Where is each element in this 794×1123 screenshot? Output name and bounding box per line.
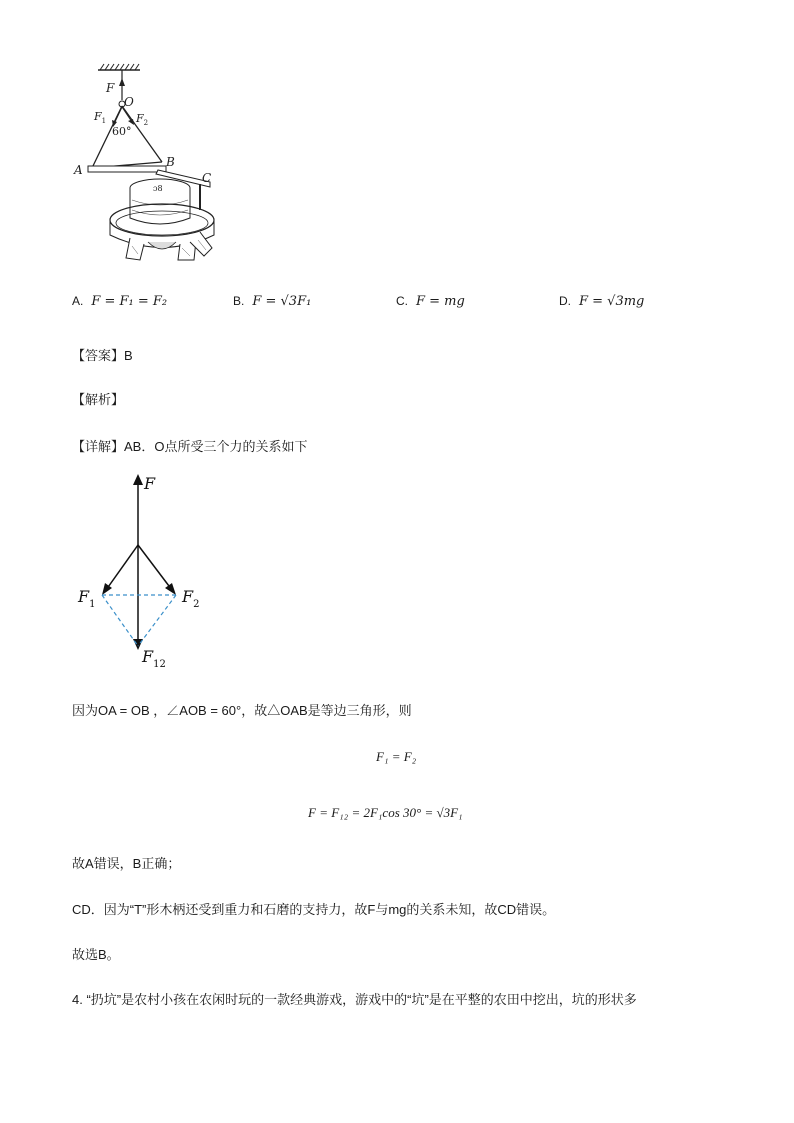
detail-line [72,436,307,455]
answer-line [72,345,133,364]
conclusion-3: 故选B。 [72,947,120,962]
label-C: C [202,171,212,185]
answer-tag: 【答案】 [72,348,125,363]
option-c-expr: F = mg [416,294,465,309]
force-diagram [72,470,222,675]
detail-tag: 【详解】 [72,439,125,454]
label-F1: $F_1$ [94,110,107,125]
equation-2: F = F₁₂ = 2F₁cos 30° = √3F₁ [308,805,463,820]
next-question: 4. “扔坑”是农村小孩在农闲时玩的一款经典游戏，游戏中的“坑”是在平整的农田中挖出，坑的形状多 [72,992,637,1007]
option-b: B. F = √3F₁ [233,294,312,309]
reason-line: 因为OA = OB ，∠AOB = 60°，故△OAB是等边三角形，则 [72,703,412,718]
millstone-figure [70,60,230,270]
label-B: B [166,155,175,169]
label-O: O [124,95,134,109]
conclusion-1: 故A错误，B正确； [72,856,181,871]
option-c: C. F = mg [396,294,465,309]
option-a: A. F = F₁ = F₂ [72,294,168,309]
option-d: D. F = √3mg [559,294,645,309]
answer-value: B [124,348,133,363]
svg-text:ɔ8: ɔ8 [153,184,163,193]
label-angle: 60° [112,125,132,138]
diagram-label-F: F [144,474,156,493]
detail-text: AB．O点所受三个力的关系如下 [124,439,308,454]
equation-1: F₁ = F₂ [376,749,417,764]
diagram-label-F1: $F_1$ [78,587,96,610]
conclusion-2: CD．因为“T”形木柄还受到重力和石磨的支持力，故F与mg的关系未知，故CD错误。 [72,902,556,917]
label-F: F [106,81,115,95]
diagram-label-F2: $F_2$ [182,587,200,610]
diagram-label-F12: $F_{12}$ [142,647,166,670]
option-d-expr: F = √3mg [579,294,645,309]
label-A: A [74,163,83,177]
option-a-expr: F = F₁ = F₂ [91,294,168,309]
option-b-expr: F = √3F₁ [252,294,312,309]
analysis-tag: 【解析】 [72,392,125,407]
label-F2: $F_2$ [136,112,149,127]
